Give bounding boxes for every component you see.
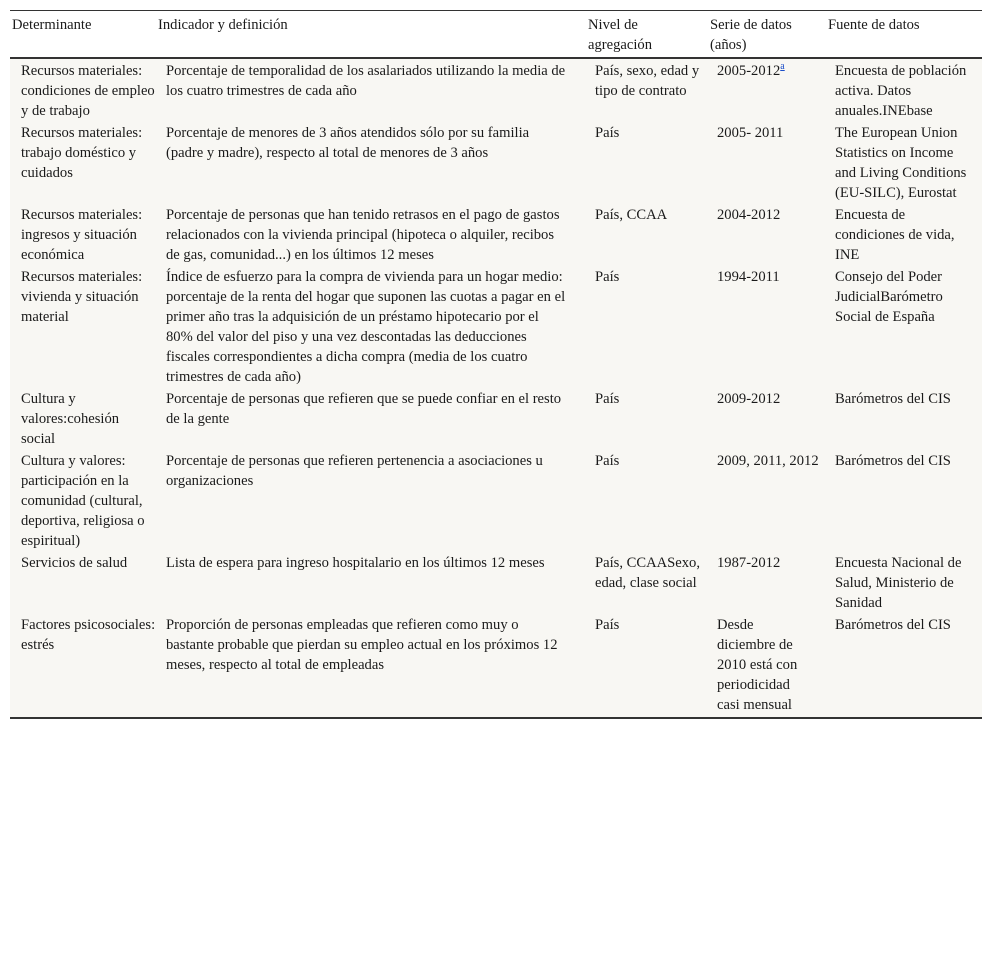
- table-row: [10, 387, 982, 449]
- cell-serie: 2009, 2011, 2012: [717, 453, 819, 469]
- cell-fuente: The European Union Statistics on Income and Living Conditions (EU-SILC), Eurostat: [835, 125, 967, 201]
- cell-determinante: Recursos materiales: trabajo doméstico y cuidados: [21, 125, 143, 181]
- footnote-link[interactable]: a: [780, 61, 785, 73]
- cell-fuente: Consejo del Poder JudicialBarómetro Social de España: [835, 269, 943, 325]
- cell-fuente: Encuesta de población activa. Datos anuales.INEbase: [835, 63, 967, 119]
- table-row: [10, 613, 982, 718]
- cell-serie: 2004-2012: [717, 207, 781, 223]
- indicators-table-container: [10, 10, 982, 719]
- cell-serie: [708, 58, 826, 121]
- cell-nivel: País: [595, 269, 620, 285]
- cell-serie: 1994-2011: [717, 269, 780, 285]
- cell-indicador: Lista de espera para ingreso hospitalario en los últimos 12 meses: [166, 555, 545, 571]
- table-row: [10, 449, 982, 551]
- cell-nivel: País: [595, 453, 620, 469]
- cell-nivel: País: [595, 391, 620, 407]
- cell-serie: 1987-2012: [717, 555, 781, 571]
- header-determinante: Determinante: [10, 11, 156, 59]
- table-body: [10, 58, 982, 718]
- table-row: [10, 551, 982, 613]
- cell-indicador: Porcentaje de personas que han tenido retrasos en el pago de gastos relacionados con la vivienda principal (hipoteca o alquiler, recibos de gas, comunidad...) en los últimos 12 meses: [166, 207, 560, 263]
- cell-serie: Desde diciembre de 2010 está con periodicidad casi mensual: [708, 613, 826, 718]
- table-row: [10, 265, 982, 387]
- cell-determinante: Cultura y valores:cohesión social: [21, 391, 120, 447]
- table-row: [10, 203, 982, 265]
- cell-fuente: Barómetros del CIS: [835, 391, 951, 407]
- cell-fuente: Barómetros del CIS: [835, 453, 951, 469]
- cell-serie: 2009-2012: [717, 391, 781, 407]
- cell-nivel: País, CCAA: [595, 207, 668, 223]
- header-indicador: Indicador y definición: [156, 11, 586, 59]
- cell-indicador: Porcentaje de personas que refieren que se puede confiar en el resto de la gente: [166, 391, 562, 427]
- header-nivel: Nivel de agregación: [586, 11, 708, 59]
- table-row: [10, 58, 982, 121]
- cell-fuente: Encuesta de condiciones de vida, INE: [835, 207, 955, 263]
- cell-determinante: Recursos materiales: condiciones de empleo y de trabajo: [21, 63, 155, 119]
- table-row: [10, 121, 982, 203]
- serie-value: 2005-2012: [717, 63, 781, 79]
- cell-fuente: Encuesta Nacional de Salud, Ministerio de Sanidad: [835, 555, 962, 611]
- cell-indicador: Porcentaje de personas que refieren pertenencia a asociaciones u organizaciones: [166, 453, 543, 489]
- cell-indicador: Porcentaje de menores de 3 años atendidos sólo por su familia (padre y madre), respecto al total de menores de 3 años: [166, 125, 530, 161]
- cell-nivel: País: [586, 613, 708, 718]
- cell-determinante: Recursos materiales: ingresos y situación económica: [21, 207, 143, 263]
- cell-indicador: Porcentaje de temporalidad de los asalariados utilizando la media de los cuatro trimestres de cada año: [166, 63, 566, 99]
- cell-indicador: Índice de esfuerzo para la compra de vivienda para un hogar medio: porcentaje de la renta del hogar que suponen las cuotas a pagar en el primer año tras la adquisición de un préstamo hipotecario por el 80% del valor del piso y una vez descontadas las deducciones fiscales correspondientes a dicha compra (media de los cuatro trimestres de cada año): [166, 269, 566, 385]
- cell-serie: 2005- 2011: [717, 125, 784, 141]
- header-row: [10, 11, 982, 59]
- cell-determinante: Servicios de salud: [21, 555, 128, 571]
- cell-determinante: Factores psicosociales: estrés: [10, 613, 156, 718]
- indicators-table: [10, 10, 982, 719]
- header-serie: Serie de datos (años): [708, 11, 826, 59]
- cell-fuente: Barómetros del CIS: [826, 613, 982, 718]
- cell-nivel: País: [595, 125, 620, 141]
- table-header: [10, 11, 982, 59]
- cell-nivel: País, CCAASexo, edad, clase social: [595, 555, 701, 591]
- cell-nivel: País, sexo, edad y tipo de contrato: [595, 63, 700, 99]
- header-fuente: Fuente de datos: [826, 11, 982, 59]
- cell-determinante: Recursos materiales: vivienda y situación material: [21, 269, 143, 325]
- cell-indicador: Proporción de personas empleadas que refieren como muy o bastante probable que pierdan su empleo actual en los próximos 12 meses, respecto al total de empleadas: [156, 613, 586, 718]
- cell-determinante: Cultura y valores: participación en la comunidad (cultural, deportiva, religiosa o espiritual): [21, 453, 145, 549]
